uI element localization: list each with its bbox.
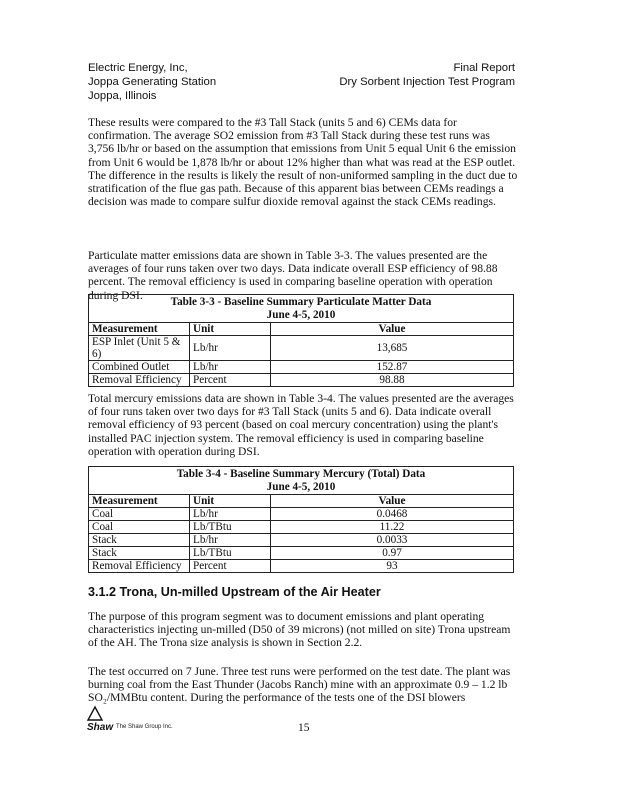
location: Joppa, Illinois bbox=[88, 90, 157, 102]
cell-measurement: Removal Efficiency bbox=[89, 560, 190, 573]
table-title: Table 3-4 - Baseline Summary Mercury (Total) Data bbox=[176, 468, 426, 480]
table-caption bbox=[89, 467, 513, 495]
logo-name: Shaw bbox=[87, 722, 114, 733]
cell-unit: Percent bbox=[190, 374, 271, 387]
table-row bbox=[89, 374, 513, 387]
column-header: Measurement bbox=[89, 323, 190, 336]
table-row bbox=[89, 508, 513, 521]
cell-unit: Lb/hr bbox=[190, 534, 271, 547]
cell-measurement: Stack bbox=[89, 547, 190, 560]
page-number: 15 bbox=[298, 722, 310, 734]
cell-unit: Lb/TBtu bbox=[190, 547, 271, 560]
column-header: Unit bbox=[190, 323, 271, 336]
table-row bbox=[89, 547, 513, 560]
table-mercury bbox=[88, 466, 514, 573]
logo-company-text: The Shaw Group Inc. bbox=[116, 724, 173, 730]
paragraph-test-date: The test occurred on 7 June. Three test runs were performed on the test date. The plant was burning coal from the East Thunder (Jacobs Ranch) mine with an approximate 0.9 – 1.2 lb SO₂/MMBtu content. During the performance of the tests one of the DSI blowers bbox=[88, 665, 511, 705]
cell-measurement: Stack bbox=[89, 534, 190, 547]
column-header: Value bbox=[271, 495, 514, 508]
paragraph-mercury: Total mercury emissions data are shown in Table 3-4. The values presented are the averages of four runs taken over two days for #3 Tall Stack (units 5 and 6). Data indicate overall removal efficiency of 93 percent (based on coal mercury concentration) using the plant's installed PAC injection system. The removal efficiency is used in comparing baseline operation with operation during DSI. bbox=[88, 392, 514, 458]
cell-value: 0.97 bbox=[271, 547, 514, 560]
cell-value: 152.87 bbox=[271, 361, 514, 374]
table-row bbox=[89, 521, 513, 534]
cell-measurement: Coal bbox=[89, 508, 190, 521]
table-row bbox=[89, 534, 513, 547]
cell-value: 11.22 bbox=[271, 521, 514, 534]
paragraph-program-purpose: The purpose of this program segment was to document emissions and plant operating characteristics injecting un-milled (D50 of 39 microns) (not milled on site) Trona upstream of the AH. The Trona size analysis is shown in Section 2.2. bbox=[88, 610, 511, 650]
column-header: Unit bbox=[190, 495, 271, 508]
report-type: Final Report bbox=[453, 62, 515, 74]
table-row bbox=[89, 361, 513, 374]
cell-unit: Lb/TBtu bbox=[190, 521, 271, 534]
cell-value: 0.0033 bbox=[271, 534, 514, 547]
header-right bbox=[339, 61, 515, 89]
cell-measurement: ESP Inlet (Unit 5 & 6) bbox=[89, 336, 190, 361]
table-title: Table 3-3 - Baseline Summary Particulate Matter Data bbox=[170, 296, 432, 308]
table-particulate-matter bbox=[88, 294, 514, 387]
cell-value: 93 bbox=[271, 560, 514, 573]
cell-unit: Lb/hr bbox=[190, 508, 271, 521]
cell-unit: Lb/hr bbox=[190, 361, 271, 374]
paragraph-so2-comparison: These results were compared to the #3 Tall Stack (units 5 and 6) CEMs data for confirmation. The average SO2 emission from #3 Tall Stack during these test runs was 3,756 lb/hr or based on the assumption that emissions from Unit 5 equal Unit 6 the emission from Unit 6 would be 1,878 lb/hr or about 12% higher than what was read at the ESP outlet. The difference in the results is likely the result of non-uniformed sampling in the duct due to stratification of the flue gas path. Because of this apparent bias between CEMs readings a decision was made to compare sulfur dioxide removal against the stack CEMs readings. bbox=[88, 116, 518, 209]
paragraph-particulate: Particulate matter emissions data are shown in Table 3-3. The values presented are the averages of four runs taken over two days. Data indicate overall ESP efficiency of 98.88 percent. The removal efficiency is used in comparing baseline operation with operation during DSI. bbox=[88, 249, 498, 302]
table-row bbox=[89, 336, 513, 361]
station-name: Joppa Generating Station bbox=[88, 76, 217, 88]
table-subtitle: June 4-5, 2010 bbox=[266, 481, 336, 493]
cell-unit: Percent bbox=[190, 560, 271, 573]
cell-value: 13,685 bbox=[271, 336, 514, 361]
cell-measurement: Removal Efficiency bbox=[89, 374, 190, 387]
cell-value: 0.0468 bbox=[271, 508, 514, 521]
column-header: Measurement bbox=[89, 495, 190, 508]
header-left bbox=[88, 61, 216, 103]
cell-measurement: Combined Outlet bbox=[89, 361, 190, 374]
table-caption bbox=[89, 295, 513, 323]
company-name: Electric Energy, Inc, bbox=[88, 62, 188, 74]
cell-unit: Lb/hr bbox=[190, 336, 271, 361]
program-name: Dry Sorbent Injection Test Program bbox=[339, 76, 515, 88]
column-header: Value bbox=[271, 323, 514, 336]
section-heading: 3.1.2 Trona, Un-milled Upstream of the Air Heater bbox=[88, 585, 381, 599]
cell-measurement: Coal bbox=[89, 521, 190, 534]
table-row bbox=[89, 560, 513, 573]
table-subtitle: June 4-5, 2010 bbox=[266, 309, 336, 321]
cell-value: 98.88 bbox=[271, 374, 514, 387]
